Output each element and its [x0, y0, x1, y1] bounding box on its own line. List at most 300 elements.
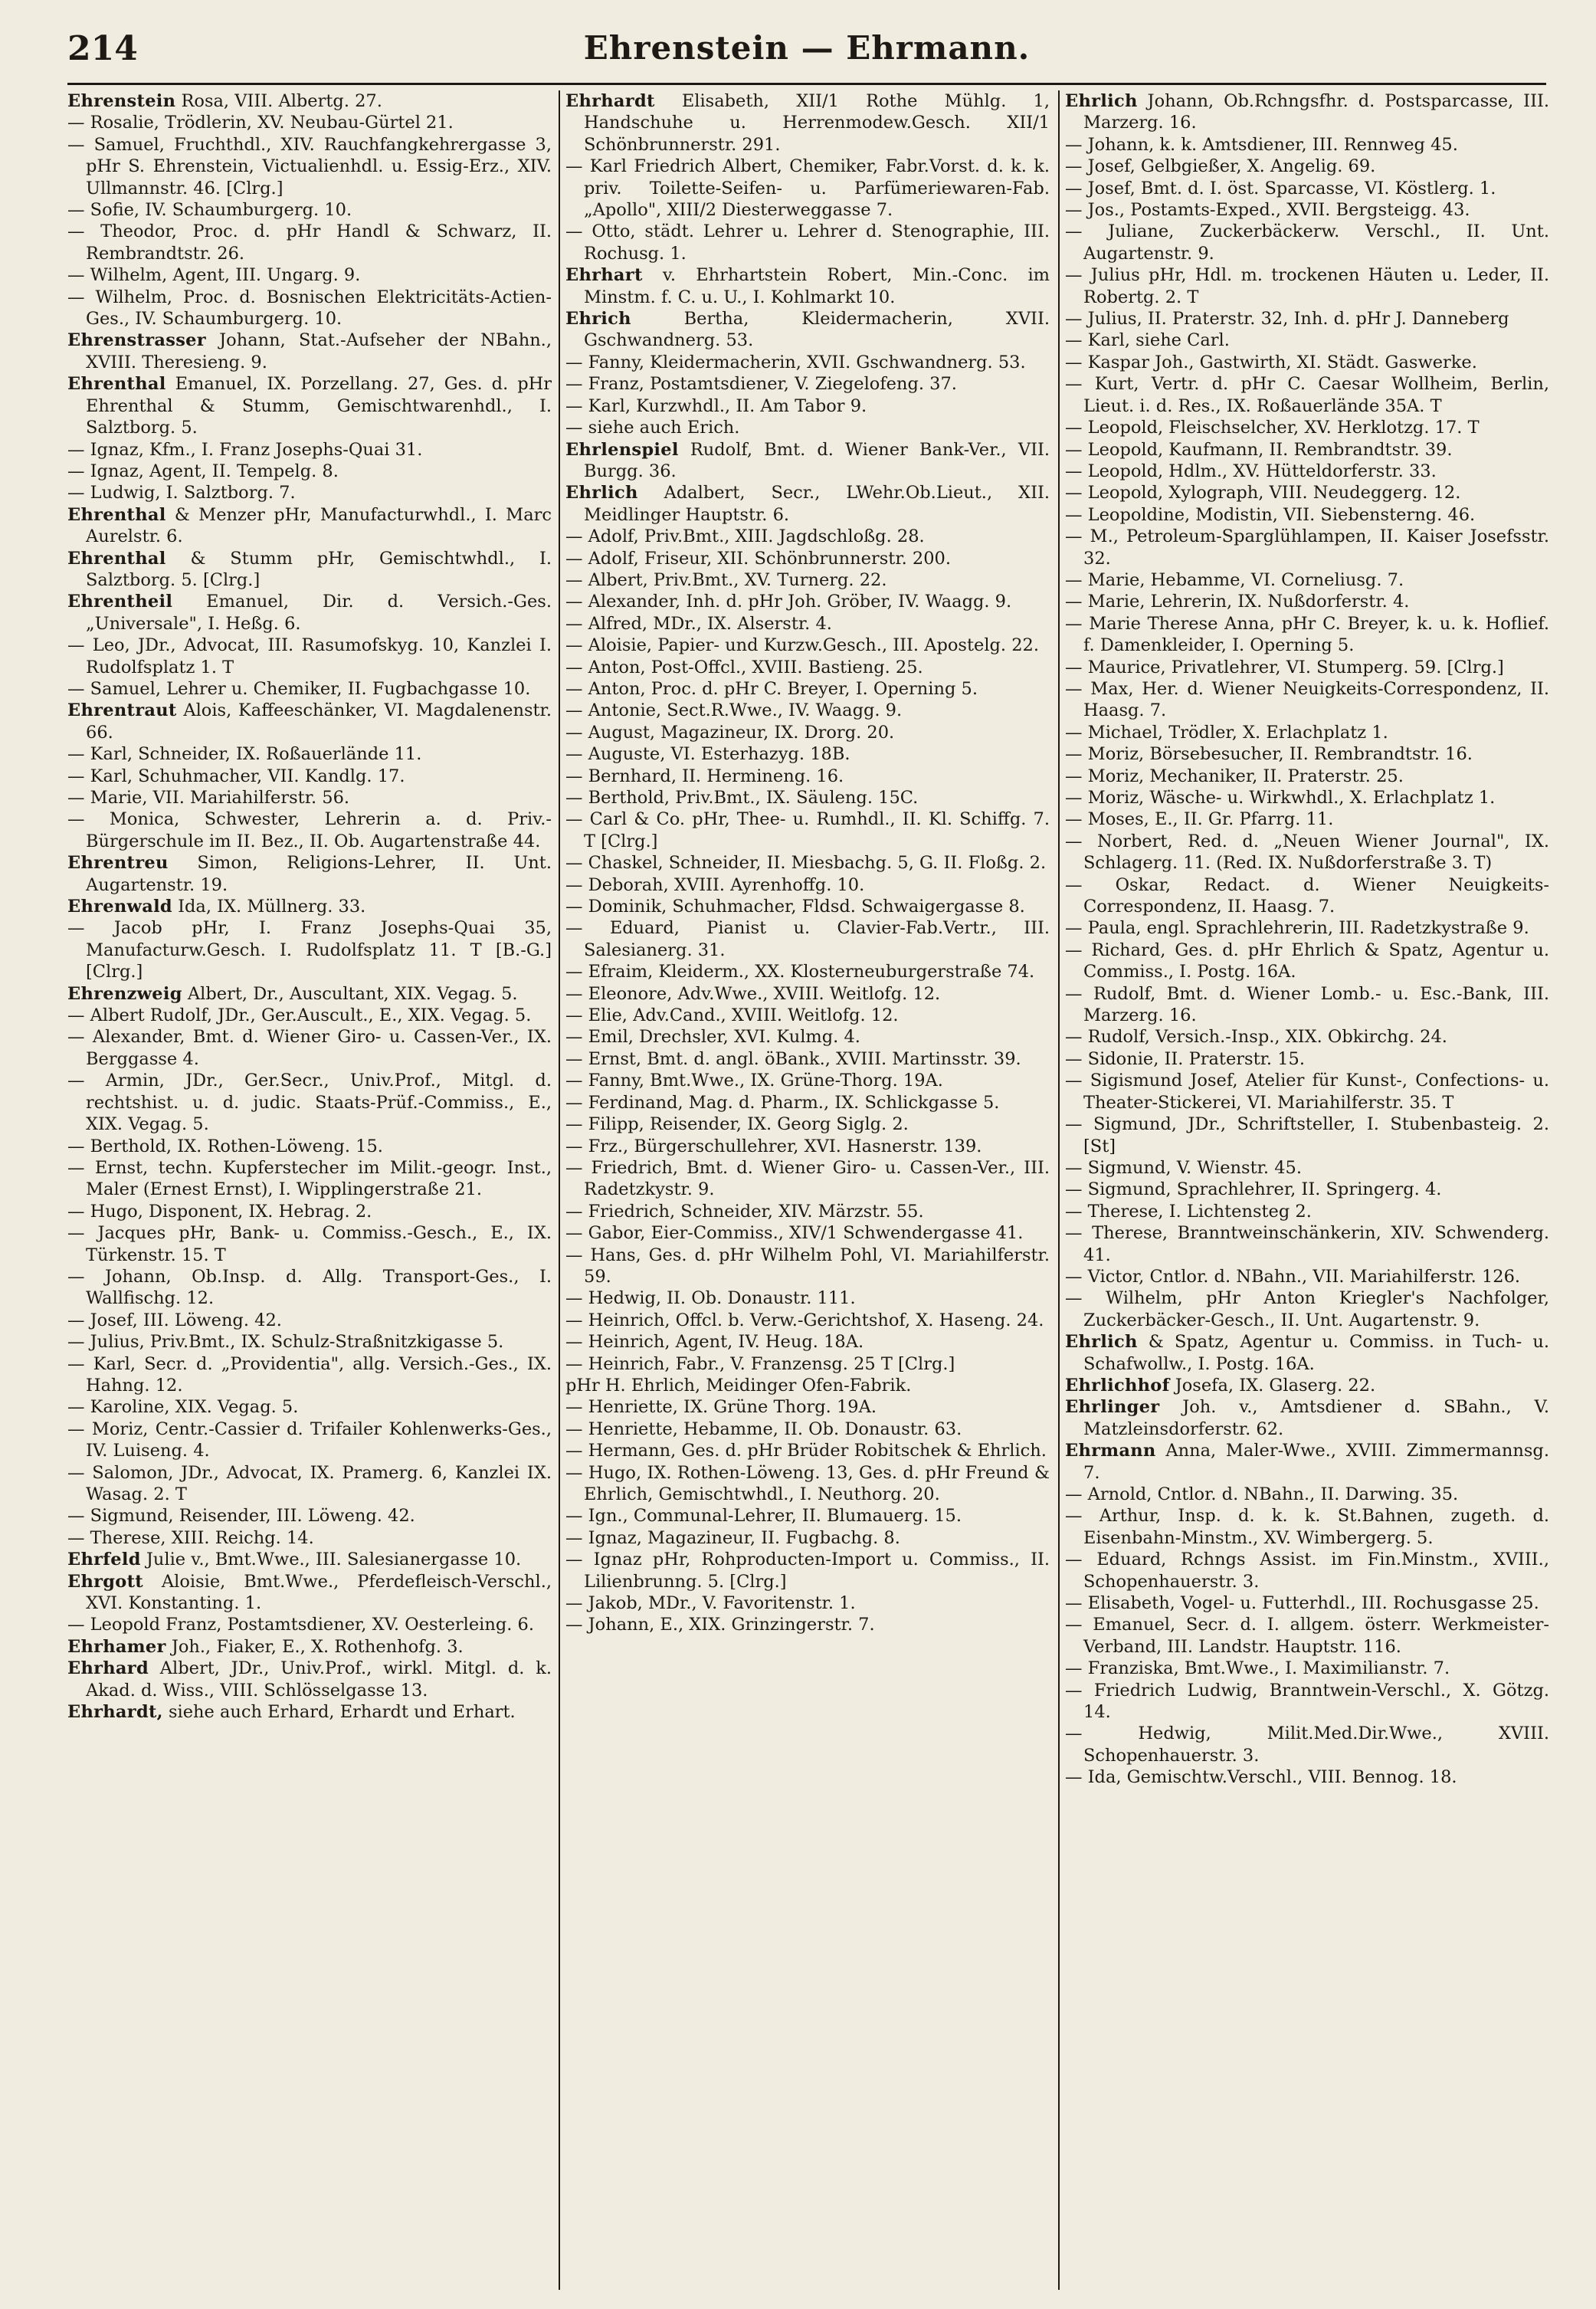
directory-entry [565, 373, 1050, 395]
entry-text: — Leopold, Xylograph, VIII. Neudeggerg. 12. [1065, 483, 1461, 503]
entry-text: — Rosalie, Trödlerin, XV. Neubau-Gürtel 21. [67, 113, 454, 133]
entry-text: — Bernhard, II. Hermineng. 16. [565, 766, 844, 786]
entry-text: — Hugo, Disponent, IX. Hebrag. 2. [67, 1201, 372, 1222]
directory-entry [1065, 1114, 1549, 1157]
directory-entry [67, 1636, 552, 1658]
entry-text: — Eduard, Rchngs Assist. im Fin.Minstm., XVIII., Schopenhauerstr. 3. [1065, 1550, 1549, 1592]
directory-entry [67, 1070, 552, 1135]
directory-entry [67, 1266, 552, 1310]
directory-entry [565, 983, 1050, 1005]
entry-headword: Ehrentraut [67, 700, 177, 721]
entry-headword: Ehrhardt [565, 91, 655, 111]
entry-text: Johann, Stat.-Aufseher der NBahn., XVIII. Theresieng. 9. [86, 330, 552, 372]
directory-entry [1065, 613, 1549, 657]
directory-entry [1065, 1505, 1549, 1549]
directory-entry [67, 504, 552, 548]
entry-headword: Ehrenstrasser [67, 330, 206, 351]
entry-text: — Sigmund, Reisender, III. Löweng. 42. [67, 1506, 415, 1527]
directory-entry [565, 1331, 1050, 1353]
directory-entry [67, 766, 552, 787]
entry-text: — Josef, III. Löweng. 42. [67, 1310, 282, 1330]
directory-entry [565, 548, 1050, 569]
directory-entry [67, 199, 552, 221]
entry-text: — Leopold, Fleischselcher, XV. Herklotzg. 17. T [1065, 418, 1480, 438]
entry-text: — Otto, städt. Lehrer u. Lehrer d. Stenographie, III. Rochusg. 1. [565, 221, 1050, 264]
entry-text: — Friedrich, Schneider, XIV. Märzstr. 55. [565, 1201, 924, 1222]
directory-entry [565, 569, 1050, 591]
entry-text: Rosa, VIII. Albertg. 27. [175, 91, 382, 111]
directory-entry [1065, 1201, 1549, 1222]
directory-entry [1065, 569, 1549, 591]
column-divider [1058, 90, 1060, 2290]
entry-text: — Ernst, Bmt. d. angl. öBank., XVIII. Martinsstr. 39. [565, 1048, 1021, 1069]
entry-text: — Karoline, XIX. Vegag. 5. [67, 1397, 299, 1418]
directory-entry [67, 134, 552, 199]
entry-text: — Rudolf, Versich.-Insp., XIX. Obkirchg. 24. [1065, 1027, 1447, 1048]
column-3 [1065, 90, 1549, 2290]
entry-text: — Josef, Gelbgießer, X. Angelig. 69. [1065, 156, 1376, 177]
directory-entry [67, 1396, 552, 1418]
entry-text: — Hedwig, Milit.Med.Dir.Wwe., XVIII. Schopenhauerstr. 3. [1065, 1724, 1549, 1766]
directory-entry [67, 983, 552, 1005]
entry-text: — Adolf, Priv.Bmt., XIII. Jagdschloßg. 28. [565, 526, 925, 547]
entry-text: — Karl, Schneider, IX. Roßauerlände 11. [67, 744, 422, 765]
entry-text: — Samuel, Lehrer u. Chemiker, II. Fugbachgasse 10. [67, 678, 531, 699]
entry-text: — Armin, JDr., Ger.Secr., Univ.Prof., Mitgl. d. rechtshist. u. d. judic. Staats-Prüf.-Commiss., E., XIX. Vegag. 5. [67, 1071, 552, 1135]
column-2 [565, 90, 1050, 2290]
entry-text: — Ignaz, Kfm., I. Franz Josephs-Quai 31. [67, 439, 423, 460]
directory-entry [565, 1549, 1050, 1592]
directory-entry [565, 1201, 1050, 1222]
entry-text: — Hugo, IX. Rothen-Löweng. 13, Ges. d. pHr Freund & Ehrlich, Gemischtwhdl., I. Neuthorg. 20. [565, 1462, 1050, 1504]
directory-entry [1065, 874, 1549, 918]
directory-entry [565, 1505, 1050, 1527]
directory-entry [565, 1527, 1050, 1549]
entry-text: — Moriz, Börsebesucher, II. Rembrandtstr. 16. [1065, 744, 1473, 765]
entry-text: — Samuel, Fruchthdl., XIV. Rauchfangkehrergasse 3, pHr S. Ehrenstein, Victualienhdl. u. Essig-Erz., XIV. Ullmannstr. 46. [Clrg.] [67, 134, 552, 198]
entry-headword: Ehrhart [565, 265, 643, 286]
entry-headword: Ehrlich [1065, 1332, 1138, 1353]
directory-entry [67, 1571, 552, 1615]
entry-headword: Ehrhardt, [67, 1702, 163, 1723]
directory-entry [1065, 1766, 1549, 1788]
entry-text: — Friedrich, Bmt. d. Wiener Giro- u. Cassen-Ver., III. Radetzkystr. 9. [565, 1157, 1050, 1200]
entry-text: — Alexander, Inh. d. pHr Joh. Gröber, IV. Waagg. 9. [565, 592, 1012, 612]
entry-text: Albert, Dr., Auscultant, XIX. Vegag. 5. [182, 983, 518, 1004]
entry-text: siehe auch Erhard, Erhardt und Erhart. [162, 1702, 516, 1723]
entry-text: — Ign., Communal-Lehrer, II. Blumauerg. 15. [565, 1506, 962, 1527]
entry-text: — Moriz, Wäsche- u. Wirkwhdl., X. Erlachplatz 1. [1065, 788, 1496, 808]
entry-text: — Elisabeth, Vogel- u. Futterhdl., III. Rochusgasse 25. [1065, 1593, 1539, 1614]
directory-entry [1065, 831, 1549, 874]
entry-text: — Jos., Postamts-Exped., XVII. Bergsteigg. 43. [1065, 200, 1470, 221]
entry-text: — Albert Rudolf, JDr., Ger.Auscult., E., XIX. Vegag. 5. [67, 1005, 532, 1026]
entry-text: — Johann, Ob.Insp. d. Allg. Transport-Ges., I. Wallfischg. 12. [67, 1266, 552, 1309]
entry-text: Emanuel, IX. Porzellang. 27, Ges. d. pHr Ehrenthal & Stumm, Gemischtwarenhdl., I. Salztborg. 5. [86, 374, 552, 438]
entry-headword: Ehrenstein [67, 91, 176, 111]
column-divider [559, 90, 560, 2290]
directory-entry [67, 700, 552, 743]
directory-entry [67, 1222, 552, 1266]
directory-entry [67, 1026, 552, 1070]
entry-text: Johann, Ob.Rchngsfhr. d. Postsparcasse, III. Marzerg. 16. [1083, 91, 1549, 133]
entry-text: — Victor, Cntlor. d. NBahn., VII. Mariahilferstr. 126. [1065, 1266, 1521, 1287]
entry-text: — Chaskel, Schneider, II. Miesbachg. 5, G. II. Floßg. 2. [565, 853, 1047, 874]
directory-entry [565, 90, 1050, 156]
entry-text: — Theodor, Proc. d. pHr Handl & Schwarz, II. Rembrandtstr. 26. [67, 221, 552, 264]
directory-entry [565, 1614, 1050, 1635]
entry-text: — Berthold, Priv.Bmt., IX. Säuleng. 15C. [565, 788, 919, 808]
directory-entry [67, 287, 552, 330]
entry-text: Alois, Kaffeeschänker, VI. Magdalenenstr. 66. [86, 700, 552, 743]
entry-text: — Therese, Branntweinschänkerin, XIV. Schwenderg. 41. [1065, 1223, 1549, 1265]
directory-entry [565, 156, 1050, 221]
entry-text: — Maurice, Privatlehrer, VI. Stumperg. 59. [Clrg.] [1065, 657, 1504, 677]
directory-entry [1065, 1440, 1549, 1484]
directory-entry [565, 1092, 1050, 1114]
entry-headword: Ehrhamer [67, 1636, 166, 1657]
entry-text: — Hans, Ges. d. pHr Wilhelm Pohl, VI. Mariahilferstr. 59. [565, 1245, 1050, 1287]
entry-text: — Leopold, Hdlm., XV. Hütteldorferstr. 33. [1065, 461, 1437, 481]
entry-text: — Henriette, Hebamme, II. Ob. Donaustr. 63. [565, 1419, 962, 1439]
entry-text: Elisabeth, XII/1 Rothe Mühlg. 1, Handschuhe u. Herrenmodew.Gesch. XII/1 Schönbrunnerstr. 291. [584, 91, 1050, 155]
entry-text: v. Ehrhartstein Robert, Min.-Conc. im Minstm. f. C. u. U., I. Kohlmarkt 10. [584, 265, 1050, 307]
entry-headword: Ehrich [565, 309, 631, 330]
directory-entry [565, 1005, 1050, 1026]
entry-text: — Juliane, Zuckerbäckerw. Verschl., II. Unt. Augartenstr. 9. [1065, 221, 1549, 264]
directory-entry [67, 1157, 552, 1201]
directory-entry [1065, 352, 1549, 373]
directory-entry [67, 461, 552, 482]
directory-entry [1065, 1048, 1549, 1070]
entry-headword: Ehrlichhof [1065, 1375, 1170, 1396]
directory-entry [1065, 308, 1549, 330]
directory-entry [1065, 526, 1549, 569]
entry-text: — Kaspar Joh., Gastwirth, XI. Städt. Gaswerke. [1065, 352, 1477, 372]
entry-text: — Deborah, XVIII. Ayrenhoffg. 10. [565, 874, 865, 895]
entry-text: — Emil, Drechsler, XVI. Kulmg. 4. [565, 1027, 860, 1048]
entry-text: — Michael, Trödler, X. Erlachplatz 1. [1065, 722, 1388, 743]
entry-text: — Anton, Post-Offcl., XVIII. Bastieng. 25. [565, 657, 923, 677]
directory-entry [565, 678, 1050, 700]
directory-entry [67, 1527, 552, 1549]
directory-entry [67, 917, 552, 982]
entry-headword: Ehrlinger [1065, 1397, 1160, 1418]
directory-entry [1065, 199, 1549, 221]
entry-headword: Ehrenzweig [67, 983, 182, 1004]
directory-entry [67, 1331, 552, 1353]
directory-entry [1065, 221, 1549, 264]
entry-text: — Jacob pHr, I. Franz Josephs-Quai 35, Manufacturw.Gesch. I. Rudolfsplatz 11. T [B.-G.] [Clrg.] [67, 918, 552, 982]
directory-entry [1065, 983, 1549, 1027]
entry-headword: Ehrgott [67, 1571, 143, 1592]
entry-headword: Ehrenthal [67, 504, 166, 525]
directory-entry [1065, 178, 1549, 199]
entry-headword: Ehrmann [1065, 1441, 1156, 1461]
directory-entry [67, 743, 552, 765]
entry-text: — Alexander, Bmt. d. Wiener Giro- u. Cassen-Ver., IX. Berggasse 4. [67, 1027, 552, 1069]
entry-text: — Antonie, Sect.R.Wwe., IV. Waagg. 9. [565, 700, 903, 721]
directory-entry [67, 548, 552, 592]
directory-entry [1065, 264, 1549, 308]
directory-entry [1065, 156, 1549, 177]
entry-text: — Ludwig, I. Salztborg. 7. [67, 483, 296, 503]
entry-text: — Friedrich Ludwig, Branntwein-Verschl., X. Götzg. 14. [1065, 1680, 1549, 1723]
entry-text: — Franziska, Bmt.Wwe., I. Maximilianstr. 7. [1065, 1658, 1450, 1679]
directory-entry [565, 808, 1050, 852]
entry-text: — M., Petroleum-Sparglühlampen, II. Kaiser Josefsstr. 32. [1065, 526, 1549, 569]
entry-text: — Albert, Priv.Bmt., XV. Turnerg. 22. [565, 569, 887, 590]
directory-entry [565, 482, 1050, 526]
directory-entry [1065, 1331, 1549, 1375]
entry-text: Rudolf, Bmt. d. Wiener Bank-Ver., VII. Burgg. 36. [584, 439, 1050, 481]
directory-entry [67, 1462, 552, 1506]
entry-text: Simon, Religions-Lehrer, II. Unt. Augartenstr. 19. [86, 853, 552, 895]
directory-entry [1065, 1680, 1549, 1724]
directory-entry [67, 264, 552, 286]
entry-headword: Ehrlich [1065, 91, 1138, 111]
directory-entry [67, 635, 552, 678]
column-1 [67, 90, 552, 2290]
directory-entry [565, 395, 1050, 417]
entry-text: — Alfred, MDr., IX. Alserstr. 4. [565, 613, 832, 634]
entry-text: Albert, JDr., Univ.Prof., wirkl. Mitgl. d. k. Akad. d. Wiss., VIII. Schlösselgasse 13. [86, 1658, 552, 1701]
directory-entry [565, 1222, 1050, 1244]
entry-text: — August, Magazineur, IX. Drorg. 20. [565, 722, 895, 743]
directory-entry [67, 1136, 552, 1157]
directory-entry [67, 1201, 552, 1222]
entry-text: — Karl, Schuhmacher, VII. Kandlg. 17. [67, 766, 405, 786]
directory-entry [565, 352, 1050, 373]
directory-entry [1065, 766, 1549, 787]
directory-entry [1065, 1396, 1549, 1440]
directory-entry [565, 874, 1050, 896]
entry-text: Joh. v., Amtsdiener d. SBahn., V. Matzleinsdorferstr. 62. [1083, 1397, 1549, 1439]
entry-text: — Wilhelm, pHr Anton Kriegler's Nachfolger, Zuckerbäcker-Gesch., II. Unt. Augartenstr. 9. [1065, 1288, 1549, 1330]
entry-text: — Karl, Kurzwhdl., II. Am Tabor 9. [565, 395, 867, 416]
entry-text: — Arnold, Cntlor. d. NBahn., II. Darwing. 35. [1065, 1484, 1459, 1504]
entry-text: — Julius, II. Praterstr. 32, Inh. d. pHr J. Danneberg [1065, 309, 1509, 330]
entry-headword: Ehrentheil [67, 592, 173, 612]
entry-text: — Eleonore, Adv.Wwe., XVIII. Weitlofg. 12. [565, 983, 941, 1004]
directory-entry [565, 1592, 1050, 1614]
entry-text: — Jakob, MDr., V. Favoritenstr. 1. [565, 1593, 856, 1614]
entry-text: Joh., Fiaker, E., X. Rothenhofg. 3. [165, 1636, 464, 1657]
directory-entry [67, 896, 552, 917]
entry-text: — Sofie, IV. Schaumburgerg. 10. [67, 200, 352, 221]
entry-text: — Richard, Ges. d. pHr Ehrlich & Spatz, Agentur u. Commiss., I. Postg. 16A. [1065, 940, 1549, 982]
entry-text: — Auguste, VI. Esterhazyg. 18B. [565, 744, 850, 765]
directory-entry [565, 1375, 1050, 1396]
directory-entry [67, 591, 552, 635]
entry-text: — Leopoldine, Modistin, VII. Siebensterng. 46. [1065, 504, 1476, 525]
directory-entry [565, 635, 1050, 656]
directory-entry [1065, 657, 1549, 678]
entry-text: — Julius, Priv.Bmt., IX. Schulz-Straßnitzkigasse 5. [67, 1332, 504, 1353]
entry-text: — Marie, Lehrerin, IX. Nußdorferstr. 4. [1065, 592, 1410, 612]
directory-entry [565, 1419, 1050, 1440]
entry-text: Adalbert, Secr., LWehr.Ob.Lieut., XII. Meidlinger Hauptstr. 6. [584, 483, 1050, 525]
directory-entry [67, 1658, 552, 1701]
entry-text: — Kurt, Vertr. d. pHr C. Caesar Wollheim, Berlin, Lieut. i. d. Res., IX. Roßauerlände 35A. T [1065, 374, 1549, 416]
entry-headword: Ehrhard [67, 1658, 149, 1679]
entry-text: — Sidonie, II. Praterstr. 15. [1065, 1048, 1305, 1069]
directory-entry [1065, 90, 1549, 134]
directory-entry [67, 1353, 552, 1397]
directory-entry [565, 917, 1050, 961]
entry-text: — Marie, VII. Mariahilferstr. 56. [67, 788, 350, 808]
directory-entry [565, 700, 1050, 721]
directory-entry [67, 90, 552, 112]
directory-entry [565, 657, 1050, 678]
entry-text: — Ignaz, Magazineur, II. Fugbachg. 8. [565, 1527, 900, 1548]
directory-entry [67, 1614, 552, 1635]
directory-entry [67, 330, 552, 373]
entry-text: — Hermann, Ges. d. pHr Brüder Robitschek & Ehrlich. [565, 1441, 1047, 1461]
entry-text: — Ignaz, Agent, II. Tempelg. 8. [67, 461, 339, 481]
directory-entry [1065, 1614, 1549, 1658]
entry-headword: Ehrentreu [67, 853, 169, 874]
entry-text: — Aloisie, Papier- und Kurzw.Gesch., III. Apostelg. 22. [565, 635, 1040, 656]
entry-text: & Menzer pHr, Manufacturwhdl., I. Marc Aurelstr. 6. [86, 504, 552, 547]
directory-entry [1065, 808, 1549, 830]
header-rule [67, 83, 1546, 85]
directory-entry [1065, 1658, 1549, 1679]
directory-entry [1065, 1592, 1549, 1614]
entry-text: — Ferdinand, Mag. d. Pharm., IX. Schlickgasse 5. [565, 1092, 1000, 1113]
entry-headword: Ehrlich [565, 483, 638, 503]
entry-text: — Moriz, Centr.-Cassier d. Trifailer Kohlenwerks-Ges., IV. Luiseng. 4. [67, 1419, 552, 1461]
directory-entry [565, 1070, 1050, 1091]
entry-text: — Arthur, Insp. d. k. k. St.Bahnen, zugeth. d. Eisenbahn-Minstm., XV. Wimbergerg. 5. [1065, 1506, 1549, 1548]
entry-text: — Josef, Bmt. d. I. öst. Sparcasse, VI. Köstlerg. 1. [1065, 178, 1496, 198]
entry-text: — Dominik, Schuhmacher, Fldsd. Schwaigergasse 8. [565, 897, 1025, 917]
entry-text: & Spatz, Agentur u. Commiss. in Tuch- u. Schafwollw., I. Postg. 16A. [1083, 1332, 1549, 1374]
entry-text: — Ignaz pHr, Rohproducten-Import u. Commiss., II. Lilienbrunng. 5. [Clrg.] [565, 1550, 1050, 1592]
directory-entry [1065, 1549, 1549, 1592]
directory-entry [67, 482, 552, 503]
entry-text: — Henriette, IX. Grüne Thorg. 19A. [565, 1397, 877, 1418]
entry-text: Julie v., Bmt.Wwe., III. Salesianergasse 10. [140, 1550, 522, 1570]
directory-entry [67, 1549, 552, 1570]
directory-entry [565, 722, 1050, 743]
directory-entry [565, 308, 1050, 352]
entry-text: — Hedwig, II. Ob. Donaustr. 111. [565, 1288, 856, 1309]
directory-entry [1065, 1266, 1549, 1287]
directory-entry [67, 439, 552, 461]
entry-text: — Emanuel, Secr. d. I. allgem. österr. Werkmeister-Verband, III. Landstr. Hauptstr. 116. [1065, 1615, 1549, 1657]
directory-entry [1065, 1157, 1549, 1179]
entry-text: — Monica, Schwester, Lehrerin a. d. Priv.-Bürgerschule im II. Bez., II. Ob. Augartenstraße 44. [67, 809, 552, 851]
directory-entry [565, 526, 1050, 547]
entry-text: — Heinrich, Offcl. b. Verw.-Gerichtshof, X. Haseng. 24. [565, 1310, 1044, 1330]
directory-entry [1065, 1375, 1549, 1396]
entry-headword: Ehrlenspiel [565, 439, 679, 460]
entry-text: — Paula, engl. Sprachlehrerin, III. Radetzkystraße 9. [1065, 918, 1529, 939]
entry-text: — Oskar, Redact. d. Wiener Neuigkeits-Correspondenz, II. Haasg. 7. [1065, 874, 1549, 917]
entry-text: — Sigmund, JDr., Schriftsteller, I. Stubenbasteig. 2. [St] [1065, 1114, 1549, 1156]
directory-entry [67, 787, 552, 808]
directory-entry [565, 613, 1050, 635]
entry-text: — Elie, Adv.Cand., XVIII. Weitlofg. 12. [565, 1005, 899, 1026]
entry-text: — Jacques pHr, Bank- u. Commiss.-Gesch., E., IX. Türkenstr. 15. T [67, 1223, 552, 1265]
directory-entry [565, 852, 1050, 874]
entry-text: — Ida, Gemischtw.Verschl., VIII. Bennog. 18. [1065, 1767, 1457, 1788]
entry-text: — Johann, E., XIX. Grinzingerstr. 7. [565, 1615, 875, 1635]
directory-entry [67, 373, 552, 438]
entry-text: — Gabor, Eier-Commiss., XIV/1 Schwendergasse 41. [565, 1223, 1024, 1244]
entry-text: — Marie Therese Anna, pHr C. Breyer, k. u. k. Hoflief. f. Damenkleider, I. Operning 5. [1065, 613, 1549, 656]
entry-text: — Heinrich, Agent, IV. Heug. 18A. [565, 1332, 864, 1353]
directory-entry [1065, 504, 1549, 526]
directory-entry [565, 1353, 1050, 1375]
directory-entry [565, 1440, 1050, 1461]
entry-text: — Fanny, Bmt.Wwe., IX. Grüne-Thorg. 19A. [565, 1071, 943, 1091]
directory-entry [1065, 1026, 1549, 1048]
entry-text: — Therese, XIII. Reichg. 14. [67, 1527, 314, 1548]
directory-entry [565, 1157, 1050, 1201]
entry-text: — Leopold, Kaufmann, II. Rembrandtstr. 39. [1065, 439, 1453, 460]
directory-entry [1065, 134, 1549, 156]
entry-headword: Ehrfeld [67, 1550, 141, 1570]
entry-headword: Ehrenthal [67, 374, 166, 395]
directory-entry [565, 1287, 1050, 1309]
entry-text: — Karl, Secr. d. „Providentia", allg. Versich.-Ges., IX. Hahng. 12. [67, 1353, 552, 1396]
directory-entry [565, 264, 1050, 308]
directory-entry [1065, 461, 1549, 482]
entry-text: — Sigismund Josef, Atelier für Kunst-, Confections- u. Theater-Stickerei, VI. Mariahilferstr. 35. T [1065, 1071, 1549, 1113]
directory-entry [1065, 1222, 1549, 1266]
entry-text: Ida, IX. Müllnerg. 33. [172, 897, 366, 917]
entry-text: — Moses, E., II. Gr. Pfarrg. 11. [1065, 809, 1334, 830]
directory-entry [67, 221, 552, 264]
directory-entry [67, 808, 552, 852]
entry-text: — Karl Friedrich Albert, Chemiker, Fabr.Vorst. d. k. k. priv. Toilette-Seifen- u. Parfümeriewaren-Fab. „Apollo", XIII/2 Diesterweggasse 7. [565, 156, 1050, 221]
directory-entry [1065, 591, 1549, 612]
entry-text: pHr H. Ehrlich, Meidinger Ofen-Fabrik. [565, 1375, 912, 1396]
directory-entry [565, 417, 1050, 438]
entry-text: — Adolf, Friseur, XII. Schönbrunnerstr. 200. [565, 548, 951, 569]
directory-entry [1065, 482, 1549, 503]
directory-entry [1065, 330, 1549, 351]
entry-text: — siehe auch Erich. [565, 418, 740, 438]
directory-entry [67, 112, 552, 133]
entry-text: — Norbert, Red. d. „Neuen Wiener Journal", IX. Schlagerg. 11. (Red. IX. Nußdorferstraße 3. T) [1065, 831, 1549, 874]
entry-headword: Ehrenthal [67, 548, 166, 569]
directory-entry [565, 1310, 1050, 1331]
directory-entry [1065, 1723, 1549, 1766]
entry-text: — Leopold Franz, Postamtsdiener, XV. Oesterleing. 6. [67, 1615, 535, 1635]
entry-text: — Sigmund, Sprachlehrer, II. Springerg. 4. [1065, 1179, 1442, 1200]
directory-entry [67, 1419, 552, 1462]
directory-entry [1065, 417, 1549, 438]
directory-entry [565, 766, 1050, 787]
directory-entry [565, 1136, 1050, 1157]
directory-entry [1065, 1179, 1549, 1200]
directory-entry [1065, 1070, 1549, 1114]
entry-text: — Johann, k. k. Amtsdiener, III. Rennweg 45. [1065, 134, 1458, 155]
entry-text: — Frz., Bürgerschullehrer, XVI. Hasnerstr. 139. [565, 1136, 982, 1156]
directory-entry [1065, 1484, 1549, 1505]
directory-entry [1065, 940, 1549, 983]
directory-entry [1065, 678, 1549, 722]
directory-entry [565, 787, 1050, 808]
entry-headword: Ehrenwald [67, 897, 172, 917]
directory-entry [565, 221, 1050, 264]
directory-entry [1065, 743, 1549, 765]
entry-text: — Carl & Co. pHr, Thee- u. Rumhdl., II. Kl. Schiffg. 7. T [Clrg.] [565, 809, 1050, 851]
entry-text: Josefa, IX. Glaserg. 22. [1169, 1375, 1376, 1396]
